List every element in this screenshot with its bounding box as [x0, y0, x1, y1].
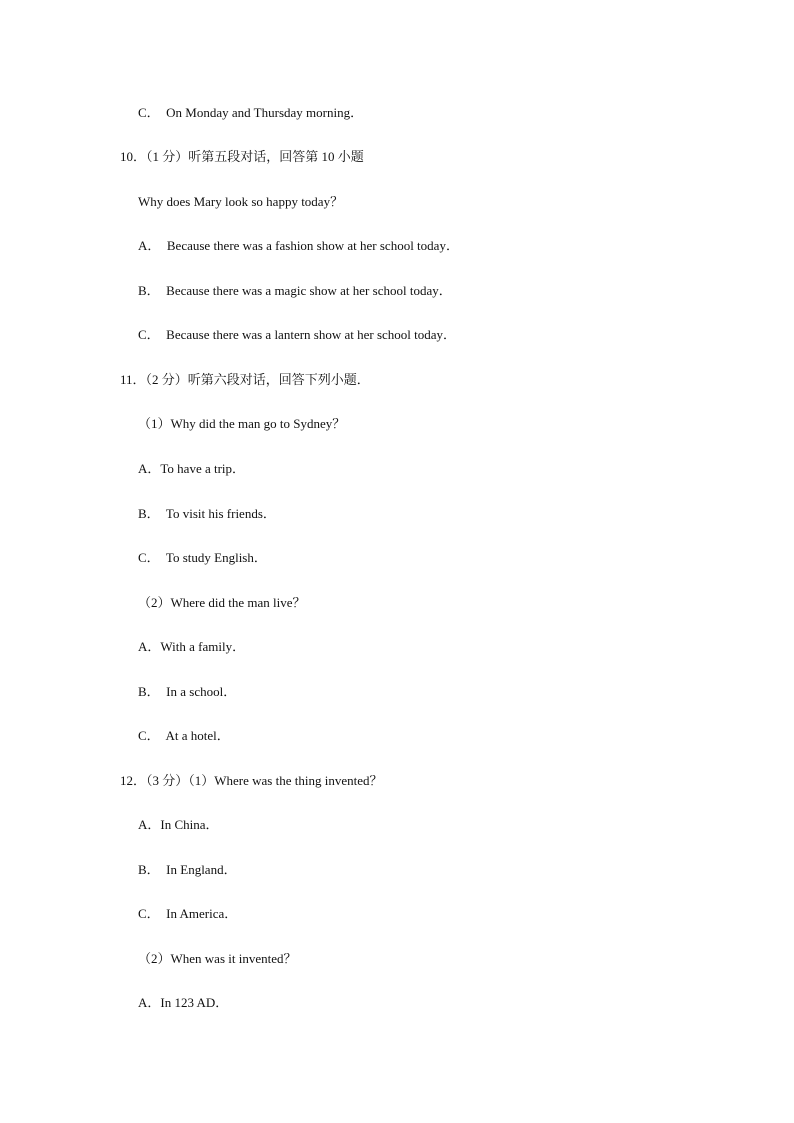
option-12-1c: C． In America．	[138, 906, 238, 921]
question-11: 11．（2 分）听第六段对话，回答下列小题．	[120, 372, 370, 387]
option-12-2a: A．In 123 AD．	[138, 995, 229, 1010]
option-12-1a: A．In China．	[138, 817, 219, 832]
option-9c: C． On Monday and Thursday morning．	[138, 105, 364, 120]
option-10a: A． Because there was a fashion show at her school today．	[138, 238, 459, 253]
option-11-1b: B． To visit his friends．	[138, 506, 276, 521]
question-12-2: （2）When was it invented？	[138, 951, 297, 966]
question-12: 12．（3 分）（1）Where was the thing invented？	[120, 773, 383, 788]
question-11-1: （1）Why did the man go to Sydney？	[138, 416, 346, 431]
question-11-2: （2）Where did the man live？	[138, 595, 306, 610]
option-11-1a: A．To have a trip．	[138, 461, 246, 476]
option-10b: B． Because there was a magic show at her school today．	[138, 283, 452, 298]
question-10-stem: Why does Mary look so happy today？	[138, 194, 344, 209]
option-11-1c: C． To study English．	[138, 550, 267, 565]
question-10: 10．（1 分）听第五段对话，回答第 10 小题	[120, 149, 364, 164]
option-11-2b: B． In a school．	[138, 684, 237, 699]
option-11-2a: A．With a family．	[138, 639, 246, 654]
option-10c: C． Because there was a lantern show at her school today．	[138, 327, 457, 342]
option-11-2c: C． At a hotel．	[138, 728, 230, 743]
option-12-1b: B． In England．	[138, 862, 237, 877]
